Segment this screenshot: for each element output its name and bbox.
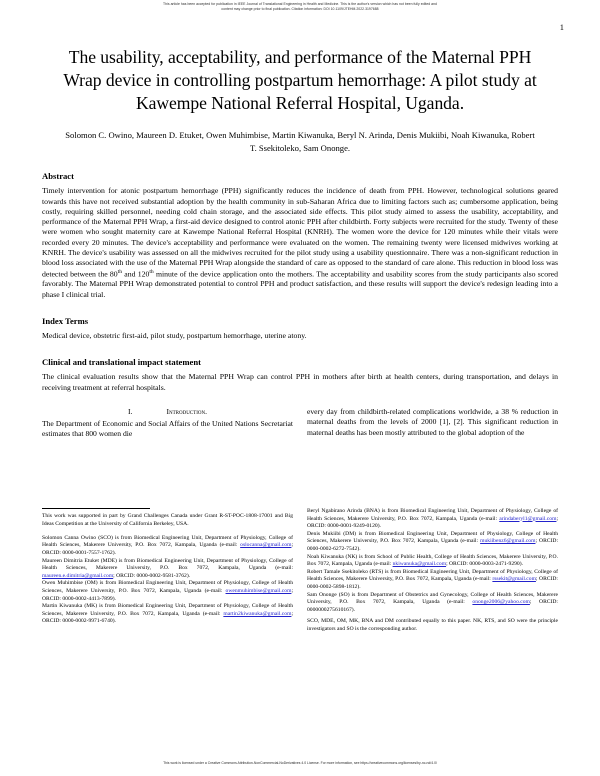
- affiliation-pre: Martin Kiwanuka (MK) is from Biomedical Engineering Unit, Department of Physiology, College of Health Sciences, Makerere University, P.O. Box 7072, Kampala, Uganda (e-mail:: [42, 603, 293, 617]
- author-email-link[interactable]: ononge2006@yahoo.com: [472, 599, 530, 606]
- affiliation-pre: Solomon Canna Owino (SCO) is from Biomedical Engineering Unit, Department of Physiology, College of Health Sciences, Makerere University, P.O. Box 7072, Kampala, Uganda (e-mail:: [42, 534, 293, 549]
- funding-note: This work was supported in part by Grand Challenges Canada under Grant R-ST-POC-1808-17001 and Big Ideas Competition at the University of California Berkeley, USA.: [42, 513, 293, 527]
- footnote-rule: [42, 508, 150, 509]
- affiliation-note: [42, 535, 293, 558]
- banner-line-1: This article has been accepted for publication in IEEE Journal of Translational Engineering in Health and Medicine. This is the author's version which has not been fully edited and: [163, 2, 437, 6]
- footnote-right-column: [307, 508, 558, 634]
- page-number: 1: [559, 22, 564, 32]
- author-email-link[interactable]: owenmuhimbise@gmail.com: [225, 587, 292, 594]
- author-email-link[interactable]: mukiibenz6@gmail.com: [480, 538, 536, 545]
- affiliation-note: [307, 569, 558, 592]
- accepted-manuscript-banner: [0, 2, 600, 12]
- affiliation-pre: Noah Kiwanuka (NK) is from School of Public Health, College of Health Sciences, Makerere University, P.O. Box 7072, Kampala, Uganda (e-mail:: [307, 553, 558, 568]
- affiliation-pre: Beryl Ngabirano Arinda (BNA) is from Biomedical Engineering Unit, Department of Physiology, College of Health Sciences, Makerere University, P.O. Box 7072, Kampala, Uganda (e-mail:: [307, 508, 558, 522]
- footnote-spacer: [42, 528, 293, 535]
- impact-statement-text: The clinical evaluation results show that the Maternal PPH Wrap can control PPH in mothers after birth at health centers, during transportation, and delays in receiving treatment at referral hospitals.: [42, 372, 558, 392]
- affiliation-note: [42, 603, 293, 626]
- affiliation-note: [307, 554, 558, 569]
- impact-statement-heading: Clinical and translational impact statement: [42, 357, 201, 368]
- affiliation-post: ; ORCID: 0000-0002-6272-7542).: [307, 538, 558, 552]
- index-terms-text: Medical device, obstetric first-aid, pilot study, postpartum hemorrhage, uterine atony.: [42, 331, 307, 341]
- abstract-heading: Abstract: [42, 171, 74, 182]
- author-email-link[interactable]: martin2kiwanuka@gmail.com: [223, 610, 292, 617]
- article-content: [42, 46, 558, 440]
- affiliation-note: [307, 531, 558, 554]
- abstract-part-3: minute of the device application onto the mothers. The acceptability and usability scores from the study participants also scored favorably. The Maternal PPH Wrap demonstrated potential to control PPH and product satisfaction, and these results will support the device's redesign leading into a phase I clinical trial.: [42, 269, 558, 299]
- abstract-sup-1: th: [117, 268, 123, 275]
- author-list: Solomon C. Owino, Maureen D. Etuket, Owen Muhimbise, Martin Kiwanuka, Beryl N. Arinda, Denis Mukiibi, Noah Kiwanuka, Robert T. Ssekitoleko, Sam Ononge.: [65, 129, 535, 153]
- affiliation-pre: Sam Ononge (SO) is from Department of Obstetrics and Gynecology, College of Health Sciences, Makerere University, P.O. Box 7072, Kampala, Uganda (e-mail:: [307, 591, 558, 606]
- intro-right-column: [307, 407, 558, 440]
- abstract-sup-2: th: [149, 268, 154, 275]
- footnote-left-column: [42, 508, 293, 634]
- intro-left-text: The Department of Economic and Social Affairs of the United Nations Secretariat estimates that 800 women die: [42, 418, 293, 439]
- affiliation-post: ; ORCID: 0000-0002-4413-7899).: [42, 587, 293, 602]
- footnote-block: [42, 508, 558, 634]
- license-footer: This work is licensed under a Creative Commons Attribution-NonCommercial-NoDerivatives 4.0 License. For more information, see https://creativecommons.org/licenses/by-nc-nd/4.0/: [163, 760, 437, 765]
- affiliation-note: [42, 580, 293, 603]
- index-terms-heading: Index Terms: [42, 316, 89, 327]
- contribution-note: SCO, MDE, OM, MK, BNA and DM contributed equally to this paper. NK, RTS, and SO were the principle investigators and SO is the corresponding author.: [307, 618, 558, 632]
- affiliation-pre: Denis Mukiibi (DM) is from Biomedical Engineering Unit, Department of Physiology, College of Health Sciences, Makerere University, P.O. Box 7072, Kampala, Uganda (e-mail:: [307, 530, 558, 545]
- abstract-part-1: Timely intervention for atonic postpartum hemorrhage (PPH) significantly reduces the incidence of death from PPH. However, technological solutions geared towards this have not received substantial adoption by the health community in sub-Saharan Africa due to limiting factors such as; cumbersome application, being costly, requiring skilled personnel, needing cold chain storage, and the associated side effects. This pilot study aimed to assess the usability, acceptability, and performance of the Maternal PPH Wrap, a first-aid device designed to control atonic PPH after childbirth. Forty subjects were recruited for the study. Twenty of these were women who sought maternity care at Kawempe National Referral Hospital (KNRH). The women wore the device for 120 minutes while their vitals were recorded every 20 minutes. The device's acceptability and performance were evaluated on the women. The remaining twenty were licensed midwives working at KNRH. The device's usability was assessed on all the midwives recruited for the pilot study using a usability questionnaire. There was a non-significant reduction in blood loss associated with the use of the Maternal PPH Wrap alongside the standard of care as opposed to the standard of care alone. This reduction in blood loss was detected between the 80: [42, 186, 558, 279]
- affiliation-post: ; ORCID: 0000-0002-9581-3762).: [113, 572, 191, 579]
- affiliation-post: ; ORCID: 0000-0002-9971-6740).: [42, 610, 293, 625]
- abstract-text: [42, 186, 558, 300]
- intro-section-number: [42, 407, 293, 416]
- intro-right-text: every day from childbirth-related complications worldwide, a 38 % reduction in maternal deaths from the levels of 2000 [1], [2]. This significant reduction in maternal deaths has been mostly attributed to the global adoption of the: [307, 406, 558, 437]
- author-email-link[interactable]: rssekit@gmail.com: [492, 576, 536, 583]
- intro-left-column: [42, 407, 293, 440]
- affiliation-note: [307, 508, 558, 531]
- affiliation-pre: Robert Tamale Ssekitoleko (RTS) is from Biomedical Engineering Unit, Department of Physiology, College of Health Sciences, Makerere University, P.O. Box 7072, Kampala, Uganda (e-mail:: [307, 568, 558, 583]
- page-title: The usability, acceptability, and performance of the Maternal PPH Wrap device in controlling postpartum hemorrhage: A pilot study at Kawempe National Referral Hospital, Uganda.: [63, 47, 537, 113]
- intro-heading: Introduction.: [166, 406, 207, 416]
- affiliation-post: ; ORCID: 0000000275610167).: [307, 599, 558, 613]
- affiliation-post: ; ORCID: 0000-0001-7557-1762).: [42, 542, 293, 556]
- affiliation-pre: Maureen Dimitria Etuket (MDE) is from Biomedical Engineering Unit, Department of Physiology, College of Health Sciences, Makerere University, P.O. Box 7072, Kampala, Uganda (e-mail:: [42, 557, 293, 572]
- intro-columns: [42, 407, 558, 440]
- author-email-link[interactable]: maureen.e.dimitria@gmail.com: [42, 572, 114, 579]
- affiliation-post: ; ORCID: 0000-0003-2471-9290).: [446, 561, 523, 568]
- author-email-link[interactable]: nkiwanuka@gmail.com: [392, 561, 447, 568]
- banner-line-2: content may change prior to final publication. Citation information: DOI 10.1109/JTEHM.2022.3197688: [221, 7, 379, 12]
- affiliation-note: [42, 558, 293, 581]
- affiliation-post: ; ORCID: 0000-0001-9249-0120).: [307, 515, 558, 530]
- abstract-part-2: and 120: [122, 269, 150, 279]
- intro-numeral: I.: [128, 406, 133, 416]
- author-email-link[interactable]: arindaberyl1@gmail.com: [499, 515, 557, 522]
- affiliation-note: [307, 592, 558, 615]
- author-email-link[interactable]: oslocanna@gmail.com: [240, 542, 292, 549]
- affiliation-pre: Owen Muhimbise (OM) is from Biomedical Engineering Unit, Department of Physiology, College of Health Sciences, Makerere University, P.O. Box 7072, Kampala, Uganda (e-mail:: [42, 580, 293, 594]
- affiliation-post: ; ORCID: 0000-0002-5898-1812).: [307, 576, 558, 590]
